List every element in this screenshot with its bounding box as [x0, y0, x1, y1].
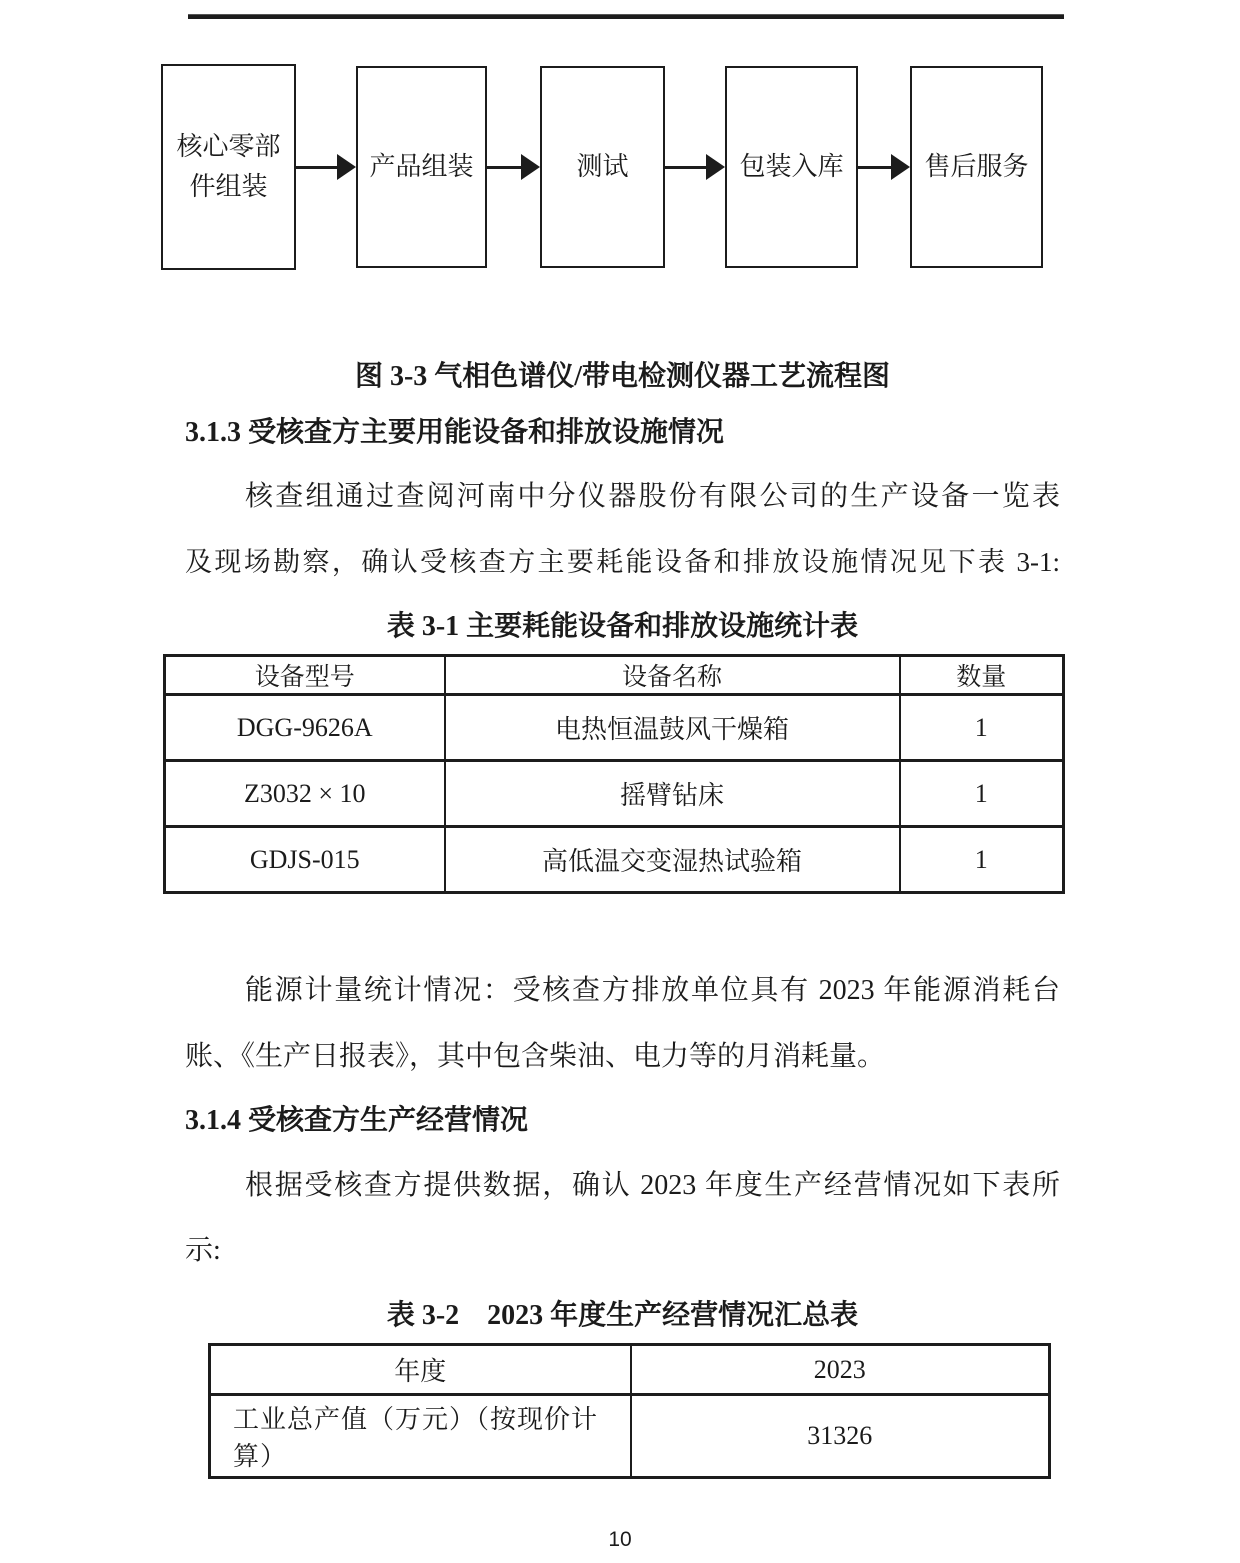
column-header: 设备名称: [445, 656, 900, 695]
column-header: 设备型号: [165, 656, 445, 695]
table-energy-equipment: [163, 654, 1065, 894]
table1-caption: 表 3-1 主要耗能设备和排放设施统计表: [386, 611, 859, 642]
year-label-cell: 年度: [210, 1345, 631, 1395]
output-value-cell: 31326: [631, 1395, 1050, 1478]
figure-caption: 图 3-3 气相色谱仪/带电检测仪器工艺流程图: [354, 361, 891, 392]
flow-step-label: 产品组装: [369, 151, 474, 181]
table-row: [165, 695, 1064, 761]
table-row: [210, 1345, 1050, 1395]
paragraph-line: 能源计量统计情况：受核查方排放单位具有 2023 年能源消耗台: [245, 975, 1060, 1006]
column-header: 数量: [900, 656, 1064, 695]
device-name-cell: 电热恒温鼓风干燥箱: [445, 695, 900, 761]
device-model-cell: Z3032 × 10: [165, 761, 445, 827]
flow-step-after-sales: [910, 66, 1043, 268]
table-row: [165, 827, 1064, 893]
section-heading-313: 3.1.3 受核查方主要用能设备和排放设施情况: [185, 417, 725, 448]
flow-step-core-assembly: [161, 64, 296, 270]
paragraph-line: 核查组通过查阅河南中分仪器股份有限公司的生产设备一览表: [245, 481, 1060, 512]
flow-step-product-assembly: [356, 66, 487, 268]
device-qty-cell: 1: [900, 695, 1064, 761]
device-name-cell: 摇臂钻床: [445, 761, 900, 827]
flow-step-testing: [540, 66, 665, 268]
page-number: 10: [608, 1528, 632, 1551]
flow-step-packaging: [725, 66, 858, 268]
table-row: [165, 761, 1064, 827]
flow-arrow-icon: [296, 153, 356, 181]
device-model-cell: GDJS-015: [165, 827, 445, 893]
year-value-cell: 2023: [631, 1345, 1050, 1395]
flow-step-label: 售后服务: [924, 151, 1029, 181]
header-rule: [188, 14, 1064, 19]
device-name-cell: 高低温交变湿热试验箱: [445, 827, 900, 893]
paragraph-line: 及现场勘察，确认受核查方主要耗能设备和排放设施情况见下表 3-1:: [185, 547, 1060, 577]
paragraph-line: 账、《生产日报表》，其中包含柴油、电力等的月消耗量。: [185, 1041, 886, 1072]
flow-step-label: 包装入库: [739, 151, 844, 181]
device-model-cell: DGG-9626A: [165, 695, 445, 761]
table2-caption: 表 3-2 2023 年度生产经营情况汇总表: [386, 1300, 859, 1331]
flow-arrow-icon: [487, 153, 540, 181]
device-qty-cell: 1: [900, 827, 1064, 893]
table-production-summary: [208, 1343, 1051, 1479]
flow-step-label: 核心零部件组装: [176, 131, 281, 201]
flow-step-label: 测试: [576, 151, 629, 181]
paragraph-line: 示:: [185, 1235, 221, 1266]
paragraph-line: 根据受核查方提供数据，确认 2023 年度生产经营情况如下表所: [245, 1170, 1060, 1201]
device-qty-cell: 1: [900, 761, 1064, 827]
table-header-row: [165, 656, 1064, 695]
table-row: [210, 1395, 1050, 1478]
output-label-cell: 工业总产值（万元）（按现价计算）: [210, 1395, 631, 1478]
flow-arrow-icon: [665, 153, 725, 181]
flow-arrow-icon: [858, 153, 910, 181]
section-heading-314: 3.1.4 受核查方生产经营情况: [185, 1105, 529, 1136]
